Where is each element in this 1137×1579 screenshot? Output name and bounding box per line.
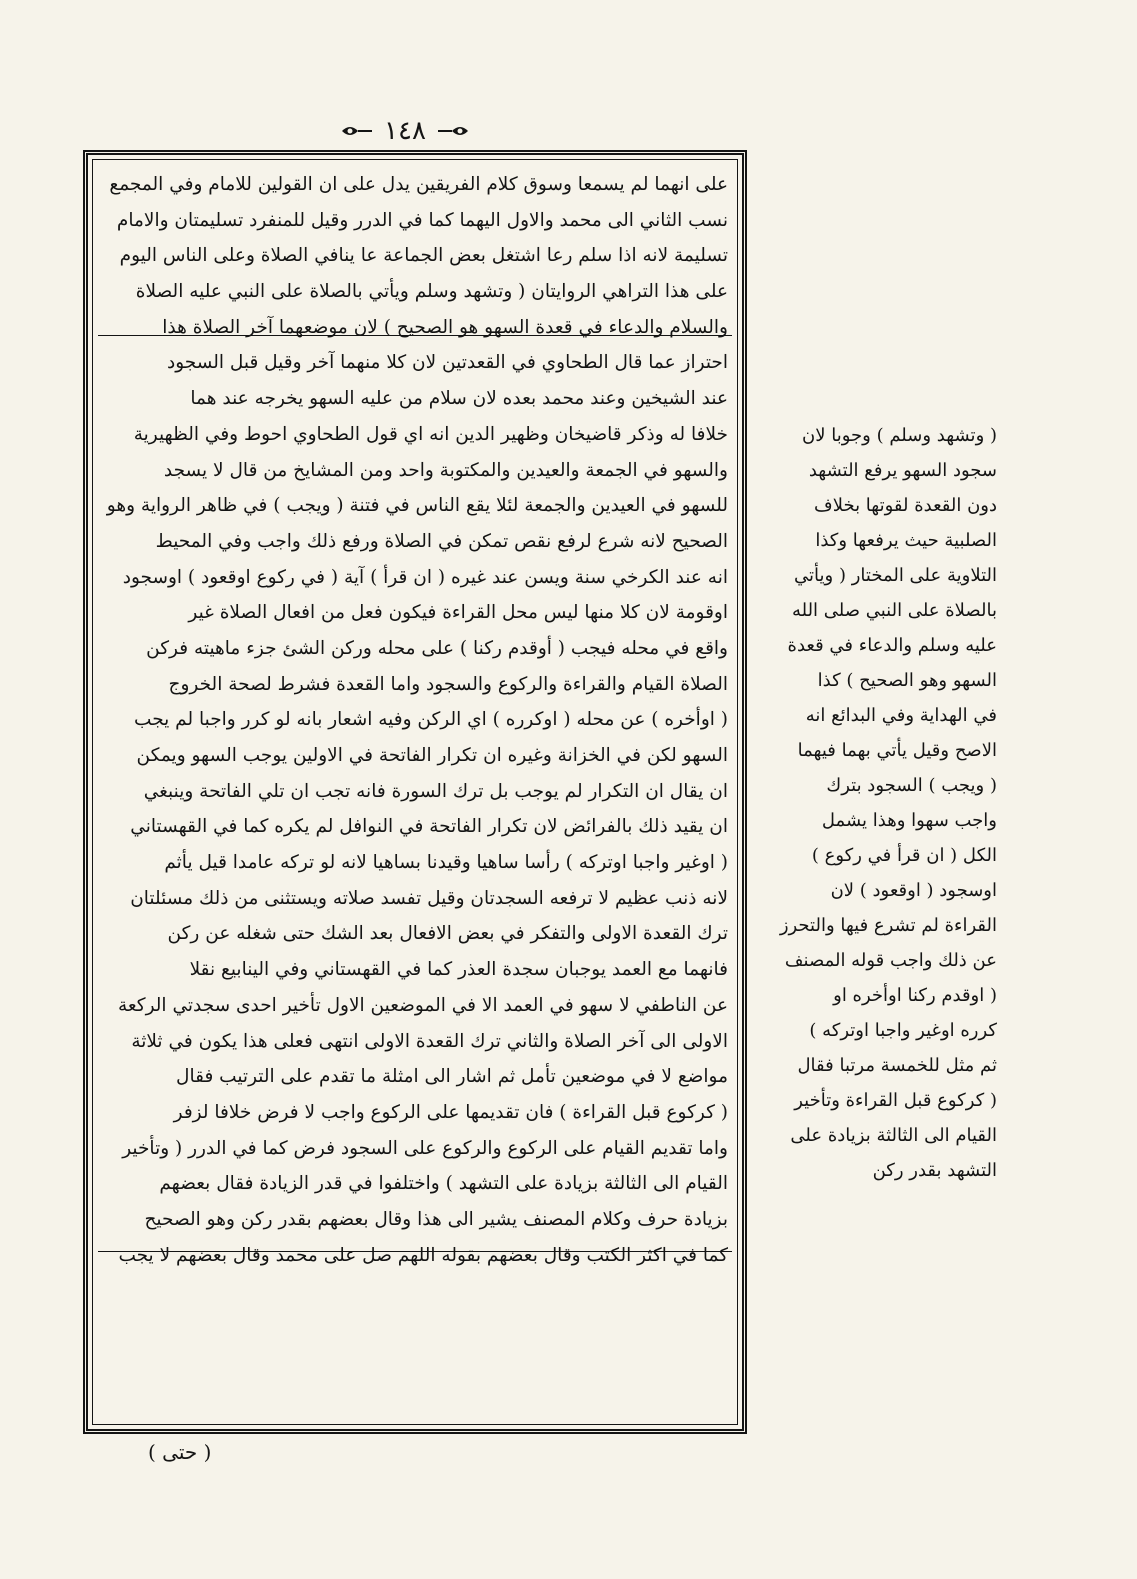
- text-line: ( اوغير واجبا اوتركه ) رأسا ساهيا وقيدنا بساهيا لانه لو تركه عامدا قيل يأثم: [164, 852, 728, 874]
- text-line: الصلاة القيام والقراءة والركوع والسجود واما القعدة فشرط لصحة الخروج: [168, 673, 728, 695]
- margin-line: ( وتشهد وسلم ) وجوبا لان: [802, 425, 997, 446]
- margin-line: القيام الى الثالثة بزيادة على: [790, 1125, 997, 1146]
- text-line: الاولى الى آخر الصلاة والثاني ترك القعدة الاولى انتهى فعلى هذا يكون في ثلاثة: [131, 1030, 728, 1052]
- margin-line: الكل ( ان قرأ في ركوع ): [811, 845, 997, 866]
- margin-line: ( اوقدم ركنا اوأخره او: [833, 985, 997, 1006]
- margin-line: واجب سهوا وهذا يشمل: [821, 810, 997, 831]
- margin-line: ( ويجب ) السجود بترك: [826, 775, 997, 796]
- text-line: ان يقال ان التكرار لم يوجب بل ترك السورة فانه تجب ان تلي الفاتحة وينبغي: [143, 780, 728, 802]
- catchword: ( حتى ): [148, 1440, 212, 1464]
- text-line: ان يقيد ذلك بالفرائض لان تكرار الفاتحة في النوافل لم يكره كما في القهستاني: [130, 816, 728, 838]
- margin-line: بالصلاة على النبي صلى الله: [791, 600, 997, 621]
- margin-line: التلاوية على المختار ( ويأتي: [794, 565, 997, 586]
- text-line: والسهو في الجمعة والعيدين والمكتوبة واحد ومن المشايخ من قال لا يسجد: [163, 459, 728, 481]
- text-line: السهو لكن في الخزانة وغيره ان تكرار الفاتحة في الاولين يوجب السهو ويمكن: [136, 745, 728, 766]
- right-ornament-icon: [436, 121, 470, 141]
- margin-line: ثم مثل للخمسة مرتبا فقال: [797, 1055, 997, 1076]
- margin-line: القراءة لم تشرع فيها والتحرز: [779, 915, 997, 936]
- margin-line: التشهد بقدر ركن: [872, 1160, 997, 1181]
- left-ornament-icon: [340, 121, 374, 141]
- text-line: مواضع لا في موضعين تأمل ثم اشار الى امثلة ما تقدم على الترتيب فقال: [176, 1066, 728, 1088]
- text-line: والسلام والدعاء في قعدة السهو هو الصحيح ) لان موضعهما آخر الصلاة هذا: [162, 316, 728, 338]
- page-number: ١٤٨: [384, 116, 426, 146]
- text-line: ترك القعدة الاولى والتفكر في بعض الافعال بعد الشك حتى شغله عن ركن: [167, 923, 728, 945]
- text-line: انه عند الكرخي سنة ويسن عند غيره ( ان قرأ ) آية ( في ركوع اوقعود ) اوسجود: [122, 566, 728, 588]
- margin-line: الاصح وقيل يأتي بهما فيهما: [797, 740, 997, 761]
- text-line: احتراز عما قال الطحاوي في القعدتين لان كلا منهما آخر وقيل قبل السجود: [166, 352, 728, 374]
- text-line: على انهما لم يسمعا وسوق كلام الفريقين يدل على ان القولين للامام وفي المجمع: [109, 174, 728, 195]
- margin-line: كرره اوغير واجبا اوتركه ): [809, 1020, 997, 1041]
- text-line: واقع في محله فيجب ( أوقدم ركنا ) على محله وركن الشئ جزء ماهيته فركن: [146, 637, 728, 659]
- margin-line: سجود السهو يرفع التشهد: [808, 460, 997, 481]
- text-line: خلافا له وذكر قاضيخان وظهير الدين انه اي قول الطحاوي احوط وفي الظهيرية: [133, 423, 728, 445]
- text-line: اوقومة لان كلا منها ليس محل القراءة فيكون فعل من افعال الصلاة غير: [188, 602, 728, 624]
- margin-line: السهو وهو الصحيح ) كذا: [817, 670, 997, 691]
- text-line: بزيادة حرف وكلام المصنف يشير الى هذا وقال بعضهم بقدر ركن وهو الصحيح: [144, 1208, 728, 1230]
- main-text-body: [102, 167, 728, 1273]
- margin-line: الصلبية حيث يرفعها وكذا: [815, 530, 997, 551]
- text-line: واما تقديم القيام على الركوع والركوع على السجود فرض كما في الدرر ( وتأخير: [122, 1137, 728, 1159]
- text-line: على هذا التراهي الروايتان ( وتشهد وسلم ويأتي بالصلاة على النبي عليه الصلاة: [135, 281, 728, 303]
- margin-line: في الهداية وفي البدائع انه: [805, 705, 997, 726]
- margin-line: ( كركوع قبل القراءة وتأخير: [794, 1090, 997, 1111]
- text-line: تسليمة لانه اذا سلم رعا اشتغل بعض الجماعة عا ينافي الصلاة وعلى الناس اليوم: [119, 245, 728, 267]
- text-line: فانهما مع العمد يوجبان سجدة العذر كما في القهستاني وفي الينابيع نقلا: [189, 959, 728, 981]
- text-line: نسب الثاني الى محمد والاول اليهما كما في الدرر وقيل للمنفرد تسليمتان والامام: [116, 209, 728, 231]
- text-line: عند الشيخين وعند محمد بعده لان سلام من عليه السهو يخرجه عند هما: [190, 388, 728, 410]
- text-line: لانه ذنب عظيم لا ترفعه السجدتان وقيل تفسد صلاته ويستثنى من ذلك مسئلتان: [130, 887, 728, 909]
- text-line: كما في اكثر الكتب وقال بعضهم بقوله اللهم صل على محمد وقال بعضهم لا يجب: [118, 1244, 728, 1266]
- margin-line: اوسجود ( اوقعود ) لان: [830, 880, 997, 901]
- text-line: للسهو في العيدين والجمعة لئلا يقع الناس في فتنة ( ويجب ) في ظاهر الرواية وهو: [106, 495, 728, 517]
- text-line: عن الناطفي لا سهو في العمد الا في الموضعين الاول تأخير احدى سجدتي الركعة: [117, 994, 728, 1016]
- text-line: ( كركوع قبل القراءة ) فان تقديمها على الركوع واجب لا فرض خلافا لزفر: [173, 1101, 728, 1123]
- text-line: القيام الى الثالثة بزيادة على التشهد ) واختلفوا في قدر الزيادة فقال بعضهم: [159, 1173, 728, 1195]
- margin-line: عليه وسلم والدعاء في قعدة: [787, 635, 997, 656]
- text-line: الصحيح لانه شرع لرفع نقص تمكن في الصلاة ورفع ذلك واجب وفي المحيط: [155, 530, 728, 552]
- margin-line: عن ذلك واجب قوله المصنف: [784, 950, 997, 971]
- margin-line: دون القعدة لقوتها بخلاف: [814, 495, 997, 516]
- page-header: [330, 114, 480, 148]
- main-text-frame: [83, 150, 747, 1434]
- margin-commentary: [762, 418, 997, 1188]
- text-line: ( اوأخره ) عن محله ( اوكرره ) اي الركن وفيه اشعار بانه لو كرر واجبا لم يجب: [134, 709, 728, 731]
